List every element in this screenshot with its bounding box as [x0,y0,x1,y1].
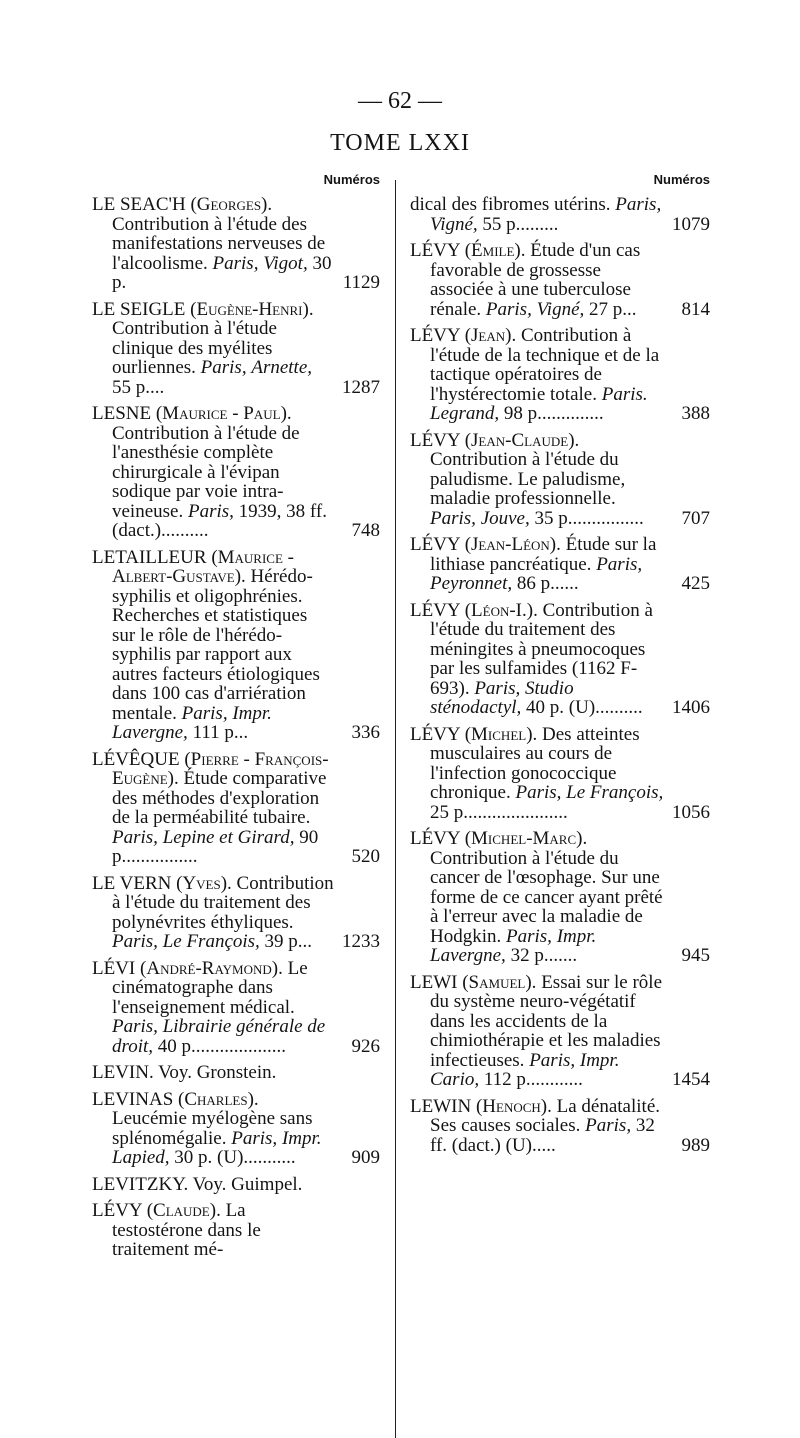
entry-extent: 111 p... [192,722,249,743]
entry-author-given-names: (Maurice - Paul). [155,403,292,424]
entry-author-given-names: (Maurice - Albert-Gustave). [112,546,294,587]
entry-author-surname: LÉVY [410,534,460,555]
entry-author-given-names: (Charles). [178,1088,259,1110]
entry-text [92,404,334,541]
bibliography-entry [410,241,710,319]
entry-text [410,1097,664,1156]
entry-title: Contribution à l'étude du traitement des méningites à pneumocoques par les sulfamides (1162 F-693). [430,599,653,699]
entry-publisher: Lepine et Girard, [162,826,295,848]
entry-author-given-names: (Samuel). [462,971,537,993]
entry-number: 1454 [672,1069,710,1090]
entry-author-given-names: (Jean). [464,325,517,346]
entry-number: 388 [681,403,710,424]
entry-text [410,973,664,1090]
bibliography-entry [92,874,380,952]
entry-text [92,548,334,743]
entry-title: La dénatalité. Ses causes sociales. [430,1095,660,1136]
entry-text [92,874,334,952]
entry-publisher: Peyronnet, [430,573,513,594]
entry-number: 945 [681,945,710,966]
entry-text [92,1063,334,1083]
entry-title: Contribution à l'étude des manifestations nerveuses de l'alcoolisme. [112,213,326,274]
entry-extent: 98 p.............. [503,403,604,424]
entry-extent: 27 p... [589,298,637,320]
entry-author-given-names: (Michel-Marc). [464,828,588,849]
entry-title: Étude d'un cas favorable de grossesse associée à une tuberculose rénale. [430,240,641,320]
entry-number: 926 [351,1035,380,1057]
bibliography-entry [410,431,710,529]
entry-author-given-names: (Yves). [176,872,232,894]
entry-title: Voy. Gronstein. [158,1062,277,1083]
entry-author-surname: LÉVY [410,723,460,745]
entry-text [92,1175,334,1195]
entry-author-surname: LÉVY [92,1200,142,1221]
entry-extent: 32 ff. (dact.) (U)..... [430,1115,655,1156]
entry-author-surname: LEWIN [410,1095,472,1117]
entry-place: Paris, [529,1049,576,1071]
entry-author-surname: LÉVY [410,325,460,346]
entry-author-given-names: (Henoch). [475,1095,552,1117]
entry-author-surname: LÉVÊQUE [92,748,180,770]
left-column [92,172,380,1267]
entry-place: Paris, [585,1115,632,1136]
bibliography-entry [410,725,710,823]
entry-number: 1406 [672,697,710,718]
entry-number: 425 [681,573,710,594]
bibliography-entry [92,1063,380,1083]
bibliography-entry [410,601,710,718]
column-header: Numéros [653,172,710,187]
entry-text [92,195,334,293]
entry-extent: 40 p. (U).......... [526,697,643,718]
entry-text [92,1201,334,1260]
entry-extent: 40 p.................... [157,1035,286,1057]
entry-title: Contribution à l'étude du cancer de l'œsophage. Sur une forme de ce cancer ayant prêté à l'erreur avec la maladie de Hodgkin. [430,847,663,947]
entry-author-surname: LEWI [410,971,458,993]
entry-publisher: Impr. Cario, [430,1049,620,1090]
entry-place: Paris, [200,357,247,378]
bibliography-entry [92,548,380,743]
bibliography-entry [92,959,380,1057]
entry-title: Contribution à l'étude du traitement des polynévrites éthyliques. [112,872,334,933]
entry-author-given-names: (Michel). [464,723,538,745]
entry-text [410,535,664,594]
entry-place: Paris, [596,553,643,575]
entry-publisher: Le François, [566,782,664,803]
entry-number: 1233 [342,931,380,952]
entry-title: Étude sur la lithiase pancréatique. [430,534,657,575]
entry-text [410,829,664,966]
entry-publisher: Vigné, [430,213,478,235]
bibliography-entry [92,1201,380,1260]
entry-extent: 25 p...................... [430,801,568,823]
entry-extent: 1939, 38 ff. (dact.).......... [112,500,327,541]
entry-text [410,241,664,319]
bibliography-entry [410,829,710,966]
bibliography-entry [92,404,380,541]
entry-title: Contribution à l'étude de l'anesthésie complète chirurgicale à l'évipan sodique par voie intra-veineuse. [112,422,300,522]
entry-extent: 112 p............ [483,1069,583,1090]
right-column [410,172,710,1162]
entry-extent: 90 p................ [112,826,319,867]
bibliography-entry [92,1175,380,1195]
entry-author-given-names: (Jean-Léon). [464,534,561,555]
bibliography-entry [410,535,710,594]
entry-text [92,1090,334,1168]
entry-author-surname: LEVINAS [92,1088,174,1110]
entry-place: Paris, [615,194,662,215]
entry-title: Des atteintes musculaires au cours de l'infection gonococcique chronique. [430,723,640,803]
entry-title: Hérédo-syphilis et oligophrénies. Recherches et statistiques sur le rôle de l'hérédo-syphilis par rapport aux autres facteurs étiologiques dans 100 cas d'arriération mentale. [112,566,320,724]
entry-title: Le cinématographe dans l'enseignement médical. [112,957,308,1018]
entry-publisher: Vigné, [536,298,585,320]
entry-title: Contribution à l'étude de la technique et de la tactique opératoires de l'hystérectomie totale. [430,325,660,405]
entry-extent: 39 p... [264,931,313,952]
entry-place: Paris, [506,925,552,947]
entry-author-surname: LÉVI [92,957,136,979]
entry-place: Paris, [430,507,476,529]
entry-author-given-names: (Léon-I.). [464,599,538,621]
entry-author-surname: LÉVY [410,599,460,621]
entry-place: Paris, [515,782,562,803]
column-header: Numéros [323,172,380,187]
entry-extent: 30 p. [112,252,332,293]
entry-publisher: Arnette, [251,357,313,378]
entry-place: Paris, [231,1127,278,1149]
entry-publisher: Librairie générale de droit, [112,1016,326,1057]
entry-author-surname: LÉVY [410,429,460,451]
entry-publisher: Impr. Lapied, [112,1127,322,1168]
entry-publisher: Impr. Lavergne, [112,702,272,743]
entry-place: Paris, [112,826,158,848]
volume-title: TOME LXXI [330,130,470,156]
entry-author-surname: LESNE [92,403,152,424]
entry-text [92,750,334,867]
entry-text [410,725,664,823]
entry-author-given-names: (Pierre - François-Eugène). [112,748,329,789]
entry-text [410,326,664,424]
entry-extent: 86 p...... [516,573,579,594]
entry-author-given-names: (Claude). [146,1200,221,1221]
entry-place: Paris, [485,298,532,320]
entry-author-given-names: (Émile). [464,240,526,261]
entry-publisher: Impr. Lavergne, [430,925,597,966]
entry-text [92,300,334,398]
entry-place: Paris. [601,383,648,405]
entry-title: Étude comparative des méthodes d'exploration de la perméabilité tubaire. [112,768,327,828]
entry-title: Leucémie myélogène sans splénomégalie. [112,1108,313,1149]
bibliography-entry [92,195,380,293]
entry-title: La testostérone dans le traitement mé- [112,1200,261,1260]
page-number: — 62 — [358,88,442,114]
entry-place: Paris, [181,702,228,724]
entry-publisher: Le François, [162,931,260,952]
entry-author-surname: LETAILLEUR [92,546,207,568]
bibliography-entry [92,750,380,867]
entry-publisher: Vigot, [263,252,308,274]
entry-number: 520 [351,846,380,867]
entry-author-given-names: (Eugène-Henri). [190,298,314,320]
entry-title: dical des fibromes utérins. [410,194,611,215]
entry-author-surname: LE VERN [92,872,172,894]
entry-number: 1287 [342,376,380,398]
entry-number: 814 [681,298,710,320]
entry-author-given-names: (André-Raymond). [140,957,283,979]
entry-number: 909 [351,1147,380,1168]
entry-title: Contribution à l'étude clinique des myélites ourliennes. [112,318,277,378]
entry-publisher: Legrand, [430,403,500,424]
entry-author-surname: LE SEIGLE [92,298,186,320]
entry-author-surname: LEVIN. [92,1062,154,1083]
entry-extent: 55 p.... [112,376,165,398]
entry-author-surname: LÉVY [410,828,460,849]
entry-text [410,601,664,718]
bibliography-entry [410,1097,710,1156]
entry-place: Paris, [187,500,234,522]
entry-number: 707 [681,507,710,529]
entry-author-surname: LÉVY [410,240,460,261]
entry-number: 748 [351,520,380,541]
entry-title: Essai sur le rôle du système neuro-végétatif dans les accidents de la chimiothérapie et les maladies infectieuses. [430,971,663,1071]
entry-number: 1056 [672,801,710,823]
entry-author-given-names: (Jean-Claude). [464,429,580,451]
entry-number: 1079 [672,213,710,235]
entry-text [410,431,664,529]
entry-number: 1129 [342,272,380,293]
entry-publisher: Studio sténodactyl, [430,677,574,718]
entry-author-given-names: (Georges). [190,194,273,215]
entry-author-surname: LEVITZKY. [92,1173,189,1195]
bibliography-entry [410,973,710,1090]
entry-number: 336 [351,722,380,743]
column-divider [395,180,396,1438]
bibliography-entry [410,195,710,234]
entry-author-surname: LE SEAC'H [92,194,186,215]
entry-number: 989 [681,1134,710,1156]
entry-extent: 35 p................ [534,507,644,529]
entry-title: Voy. Guimpel. [192,1173,303,1195]
bibliography-entry [410,326,710,424]
bibliography-entry [92,1090,380,1168]
entry-text [92,959,334,1057]
entry-title: Contribution à l'étude du paludisme. Le paludisme, maladie professionnelle. [430,449,626,509]
entry-publisher: Jouve, [480,507,530,529]
entry-extent: 55 p......... [482,213,559,235]
entry-extent: 30 p. (U)........... [174,1147,296,1168]
entry-place: Paris, [474,677,521,699]
bibliography-entry [92,300,380,398]
entry-place: Paris, [112,931,158,952]
entry-place: Paris, [112,1016,158,1037]
entry-text [410,195,664,234]
entry-place: Paris, [212,252,259,274]
entry-extent: 32 p....... [510,945,578,966]
